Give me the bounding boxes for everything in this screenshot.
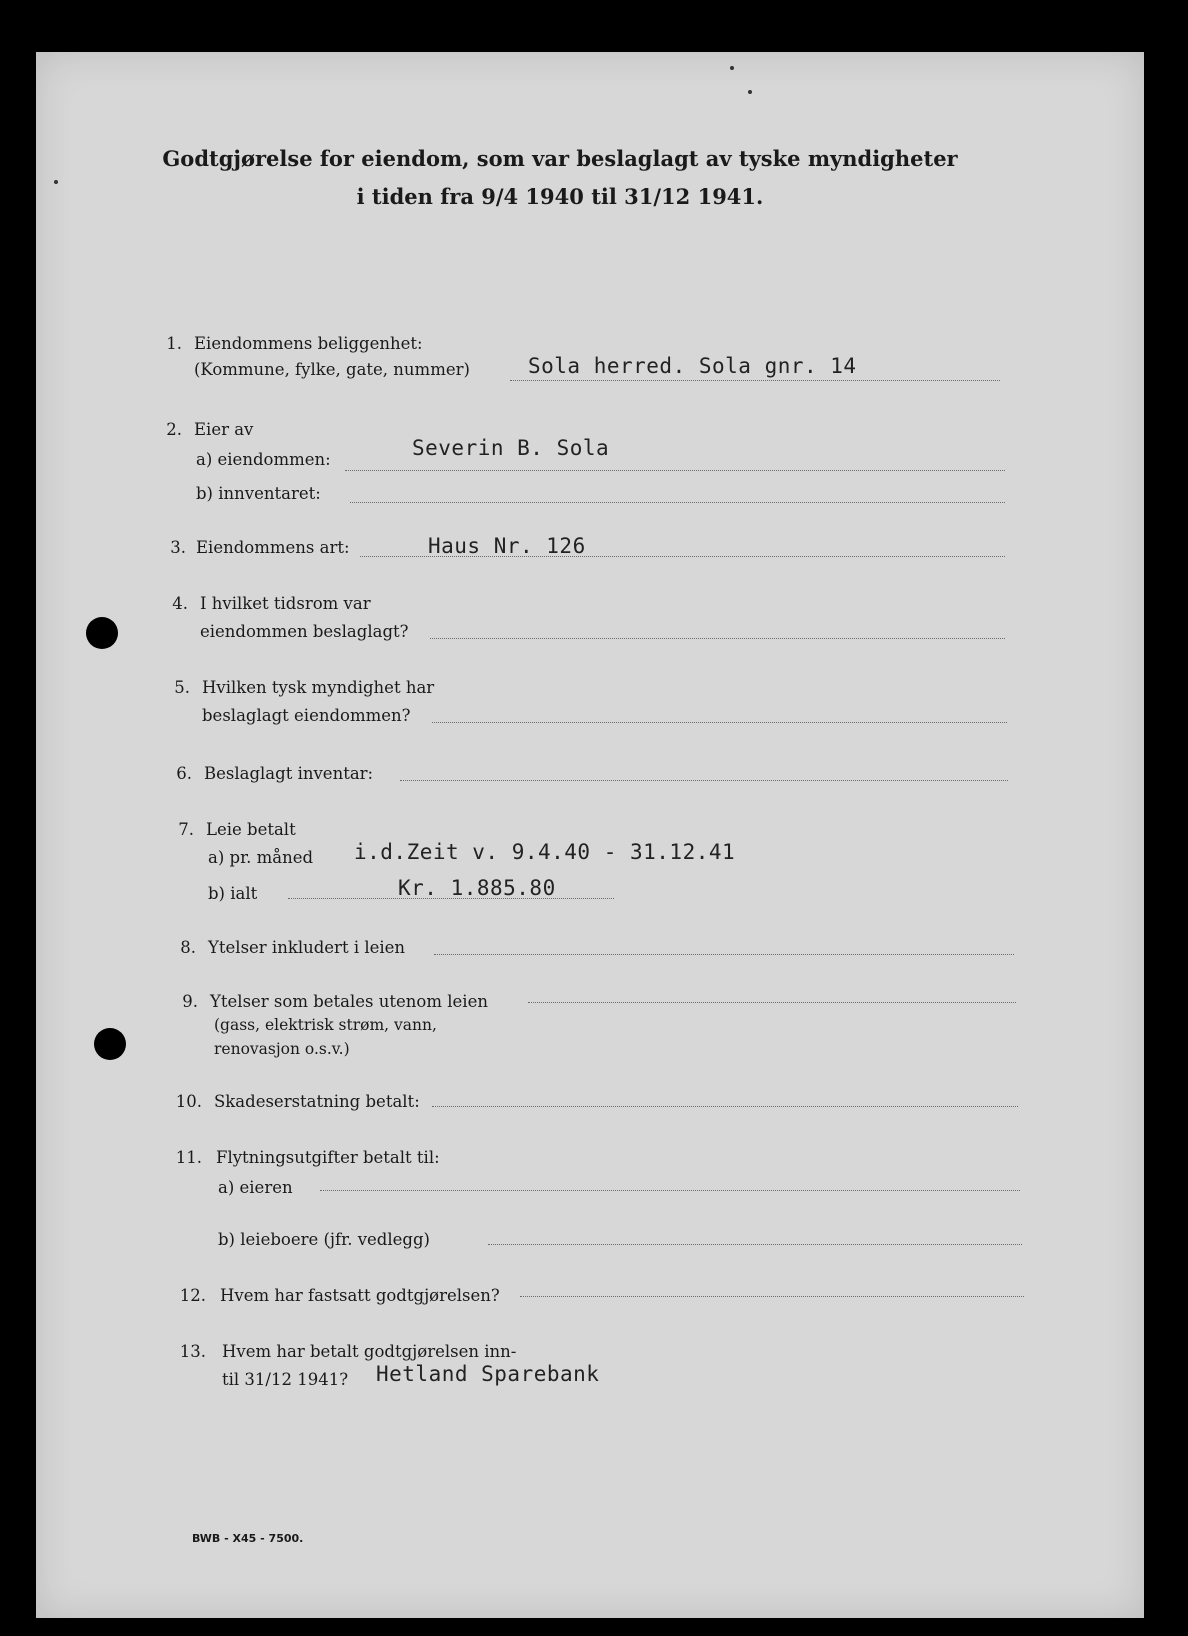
q6-label: Beslaglagt inventar: [204,764,374,783]
q9-sublabel-2: renovasjon o.s.v.) [214,1040,350,1058]
q7-label: Leie betalt [206,820,296,839]
q2a-answer: Severin B. Sola [412,436,610,460]
answer-line [528,1002,1016,1003]
answer-line [400,780,1008,781]
answer-line [320,1190,1020,1191]
item-number: 7. [178,820,194,839]
q5-label: Hvilken tysk myndighet har [202,678,435,697]
q9-label: Ytelser som betales utenom leien [210,992,488,1011]
q11b-label: b) leieboere (jfr. vedlegg) [218,1230,430,1249]
q2-label: Eier av [194,420,254,439]
q4-label: I hvilket tidsrom var [200,594,371,613]
q3-label: Eiendommens art: [196,538,350,557]
item-number: 5. [174,678,190,697]
q1-answer: Sola herred. Sola gnr. 14 [528,354,857,378]
q11-label: Flytningsutgifter betalt til: [216,1148,440,1167]
answer-line [345,470,1005,471]
q5-sublabel: beslaglagt eiendommen? [202,706,411,725]
q7b-answer: Kr. 1.885.80 [398,876,556,900]
item-number: 4. [172,594,188,613]
item-number: 11. [175,1148,202,1167]
q7a-label: a) pr. måned [208,848,314,867]
answer-line [350,502,1005,503]
q9-sublabel-1: (gass, elektrisk strøm, vann, [214,1016,437,1034]
q7a-answer: i.d.Zeit v. 9.4.40 - 31.12.41 [354,840,736,864]
q13-sublabel: til 31/12 1941? [222,1370,349,1389]
speck [54,180,58,184]
item-number: 13. [179,1342,206,1361]
answer-line [430,638,1005,639]
q4-sublabel: eiendommen beslaglagt? [200,622,409,641]
speck [748,90,752,94]
punch-hole [94,1028,126,1060]
q13-label: Hvem har betalt godtgjørelsen inn- [222,1342,517,1361]
punch-hole [86,617,118,649]
item-number: 12. [179,1286,206,1305]
q8-label: Ytelser inkludert i leien [208,938,406,957]
speck [730,66,734,70]
item-number: 2. [166,420,182,439]
q3-answer: Haus Nr. 126 [428,534,586,558]
q13-answer: Hetland Sparebank [376,1362,600,1386]
q7b-label: b) ialt [208,884,258,903]
item-number: 10. [175,1092,202,1111]
answer-line [510,380,1000,381]
q10-label: Skadeserstatning betalt: [214,1092,420,1111]
q1-sublabel: (Kommune, fylke, gate, nummer) [194,360,470,379]
title-line-1: Godtgjørelse for eiendom, som var beslaglagt av tyske myndigheter [162,146,958,171]
answer-line [520,1296,1024,1297]
q2a-label: a) eiendommen: [196,450,331,469]
item-number: 9. [182,992,198,1011]
answer-line [434,954,1014,955]
answer-line [432,722,1007,723]
answer-line [488,1244,1022,1245]
item-number: 8. [180,938,196,957]
item-number: 1. [166,334,182,353]
item-number: 3. [170,538,186,557]
form-title [150,140,970,216]
q11a-label: a) eieren [218,1178,293,1197]
q2b-label: b) innventaret: [196,484,321,503]
item-number: 6. [176,764,192,783]
title-line-2: i tiden fra 9/4 1940 til 31/12 1941. [356,184,764,209]
q12-label: Hvem har fastsatt godtgjørelsen? [220,1286,500,1305]
form-code: BWB - X45 - 7500. [192,1532,304,1545]
answer-line [432,1106,1018,1107]
q1-label: Eiendommens beliggenhet: [194,334,423,353]
